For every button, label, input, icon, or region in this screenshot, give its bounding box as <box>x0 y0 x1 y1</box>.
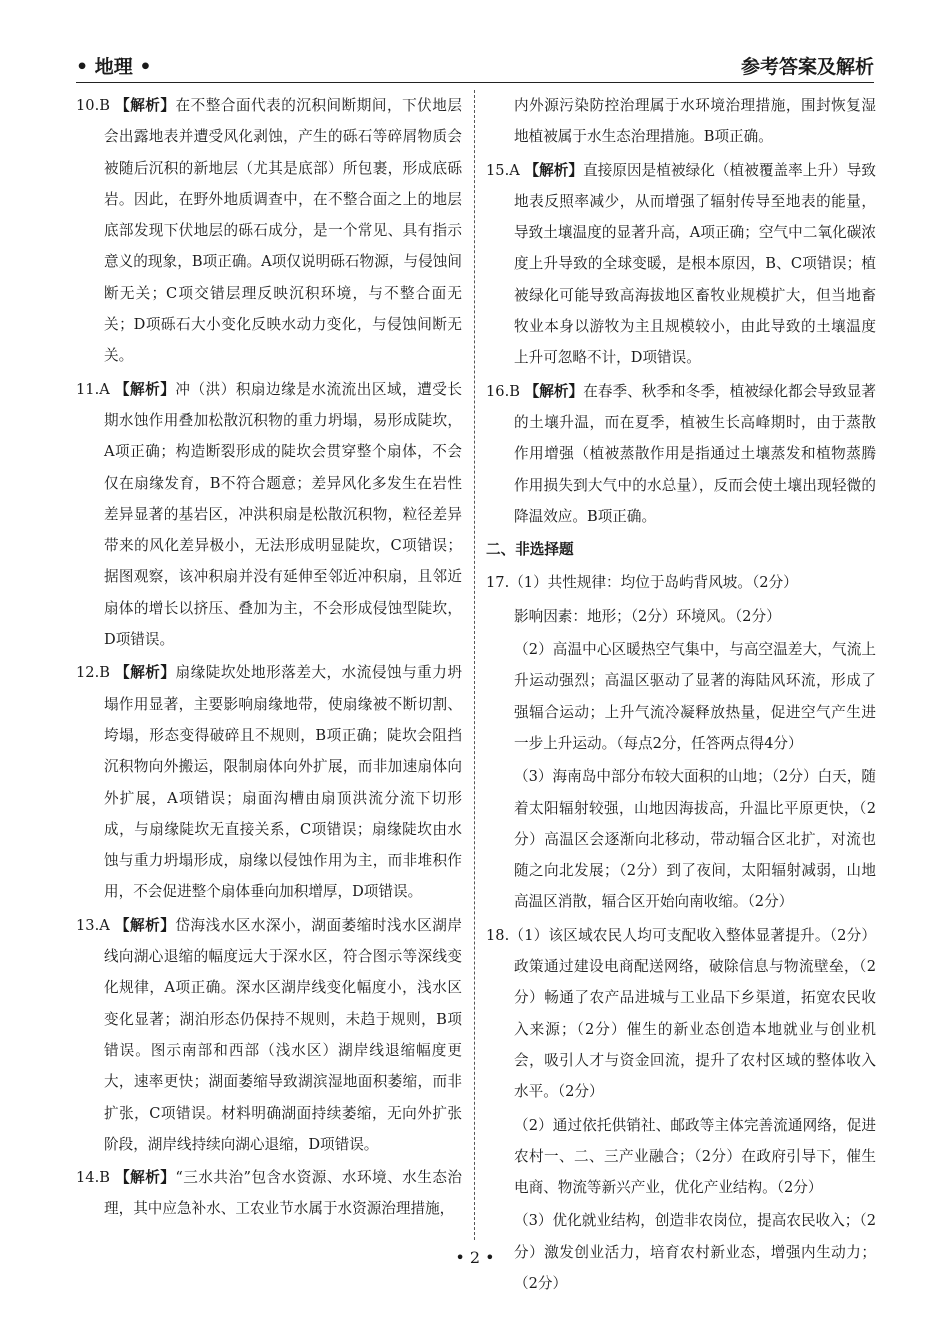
answer-number: 15.A <box>486 161 520 179</box>
answer-18-part3: （3）优化就业结构，创造非农岗位，提高农民收入；（2分）激发创业活力，培育农村新业态，增强内生动力；（2分） <box>514 1212 876 1292</box>
answer-number: 13.A <box>76 916 110 934</box>
answer-text: 岱海浅水区水深小，湖面萎缩时浅水区湖岸线向湖心退缩的幅度远大于深水区，符合图示等深线变化规律，A项正确。深水区湖岸线变化幅度小，浅水区变化显著；湖泊形态仍保持不规则，未趋于规则，B项错误。图示南部和西部（浅水区）湖岸线退缩幅度更大，速率更快；湖面萎缩导致湖滨湿地面积萎缩，而非扩张，C项错误。材料明确湖面持续萎缩，无向外扩张阶段，湖岸线持续向湖心退缩，D项错误。 <box>104 916 462 1153</box>
page-header <box>76 48 874 83</box>
answer-18-part1: 18.（1）该区域农民人均可支配收入整体显著提升。（2分）政策通过建设电商配送网络，破除信息与物流壁垒，（2分）畅通了农产品进城与工业品下乡渠道，拓宽农民收入来源；（2分）催生的新业态创造本地就业与创业机会，吸引人才与资金回流，提升了农村区域的整体收入水平。（2分） <box>486 926 876 1101</box>
analysis-tag: 【解析】 <box>114 380 176 398</box>
answer-text: “三水共治”包含水资源、水环境、水生态治理，其中应急补水、工农业节水属于水资源治理措施， <box>104 1169 462 1218</box>
answer-17-factors: 影响因素：地形；（2分）环境风。（2分） <box>514 607 781 625</box>
subject-label: • 地理 • <box>76 56 152 78</box>
column-divider <box>474 90 475 1240</box>
answer-number: 11.A <box>76 380 110 398</box>
answer-number: 16.B <box>486 382 520 400</box>
answer-18-part2: （2）通过依托供销社、邮政等主体完善流通网络，促进农村一、二、三产业融合；（2分）在政府引导下，催生电商、物流等新兴产业，优化产业结构。（2分） <box>514 1116 876 1197</box>
answer-item-16 <box>486 376 876 532</box>
answer-number: 12.B <box>76 664 110 682</box>
section-title: 二、非选择题 <box>486 541 574 559</box>
answer-text: 在不整合面代表的沉积间断期间，下伏地层会出露地表并遭受风化剥蚀，产生的砾石等碎屑物质会被随后沉积的新地层（尤其是底部）所包裹，形成底砾岩。因此，在野外地质调查中，在不整合面之上的地层底部发现下伏地层的砾石成分，是一个常见、具有指示意义的现象，B项正确。A项仅说明砾石物源，与侵蚀间断无关；C项交错层理反映沉积环境，与不整合面无关；D项砾石大小变化反映水动力变化，与侵蚀间断无关。 <box>104 97 462 365</box>
answer-item-10 <box>76 90 462 372</box>
answer-item-14 <box>76 1162 462 1225</box>
right-column <box>486 90 876 1292</box>
page-number: • 2 • <box>455 1248 495 1267</box>
answer-number: 10.B <box>76 97 110 114</box>
answer-text: 直接原因是植被绿化（植被覆盖率上升）导致地表反照率减少，从而增强了辐射传导至地表的能量，导致土壤温度的显著升高，A项正确；空气中二氧化碳浓度上升导致的全球变暖，是根本原因，B、C项错误；植被绿化可能导致高海拔地区畜牧业规模扩大，但当地畜牧业本身以游牧为主且规模较小，由此导致的土壤温度上升可忽略不计，D项错误。 <box>514 161 876 367</box>
answer-17-part3: （3）海南岛中部分布较大面积的山地；（2分）白天，随着太阳辐射较强，山地因海拔高，升温比平原更快，（2分）高温区会逐渐向北移动，带动辐合区北扩，对流也随之向北发展；（2分）到了夜间，太阳辐射减弱，山地高温区消散，辐合区开始向南收缩。（2分） <box>514 768 876 911</box>
analysis-tag: 【解析】 <box>115 97 176 114</box>
analysis-tag: 【解析】 <box>115 1169 176 1187</box>
answer-17-part1: 17.（1）共性规律：均位于岛屿背风坡。（2分） <box>486 574 798 592</box>
answer-item-13 <box>76 910 462 1160</box>
answer-text: 在春季、秋季和冬季，植被绿化都会导致显著的土壤升温，而在夏季，植被生长高峰期时，由于蒸散作用增强（植被蒸散作用是指通过土壤蒸发和植物蒸腾作用损失到大气中的水总量），反而会使土壤出现轻微的降温效应。B项正确。 <box>514 382 876 525</box>
answer-item-15 <box>486 155 876 374</box>
answer-item-11 <box>76 374 462 656</box>
document-title: 参考答案及解析 <box>740 56 874 78</box>
analysis-tag: 【解析】 <box>115 664 176 682</box>
left-column <box>76 90 462 1240</box>
answer-text: 扇缘陡坎处地形落差大，水流侵蚀与重力坍塌作用显著，主要影响扇缘地带，使扇缘被不断切割、垮塌，形态变得破碎且不规则，B项正确；陡坎会阻挡沉积物向外搬运，限制扇体向外扩展，而非加速扇体向外扩展，A项错误；扇面沟槽由扇顶洪流分流下切形成，与扇缘陡坎无直接关系，C项错误；扇缘陡坎由水蚀与重力坍塌形成，扇缘以侵蚀作用为主，而非堆积作用，不会促进整个扇体垂向加积增厚，D项错误。 <box>104 664 462 901</box>
analysis-tag: 【解析】 <box>524 382 584 400</box>
answer-14-continuation: 内外源污染防控治理属于水环境治理措施，围封恢复湿地植被属于水生态治理措施。B项正确。 <box>514 97 876 146</box>
analysis-tag: 【解析】 <box>114 916 176 934</box>
analysis-tag: 【解析】 <box>524 161 584 179</box>
answer-text: 冲（洪）积扇边缘是水流流出区域，遭受长期水蚀作用叠加松散沉积物的重力坍塌，易形成陡坎，A项正确；构造断裂形成的陡坎会贯穿整个扇体，不会仅在扇缘发育，B不符合题意；差异风化多发生在岩性差异显著的基岩区，冲洪积扇是松散沉积物，粒径差异带来的风化差异极小，无法形成明显陡坎，C项错误；据图观察，该冲积扇并没有延伸至邻近冲积扇，且邻近扇体的增长以挤压、叠加为主，不会形成侵蚀型陡坎，D项错误。 <box>104 380 462 649</box>
answer-17-part2: （2）高温中心区暖热空气集中，与高空温差大，气流上升运动强烈；高温区驱动了显著的海陆风环流，形成了强辐合运动；上升气流冷凝释放热量，促进空气产生进一步上升运动。（每点2分，任答两点得4分） <box>514 641 876 752</box>
answer-number: 14.B <box>76 1169 110 1187</box>
answer-item-12 <box>76 657 462 907</box>
